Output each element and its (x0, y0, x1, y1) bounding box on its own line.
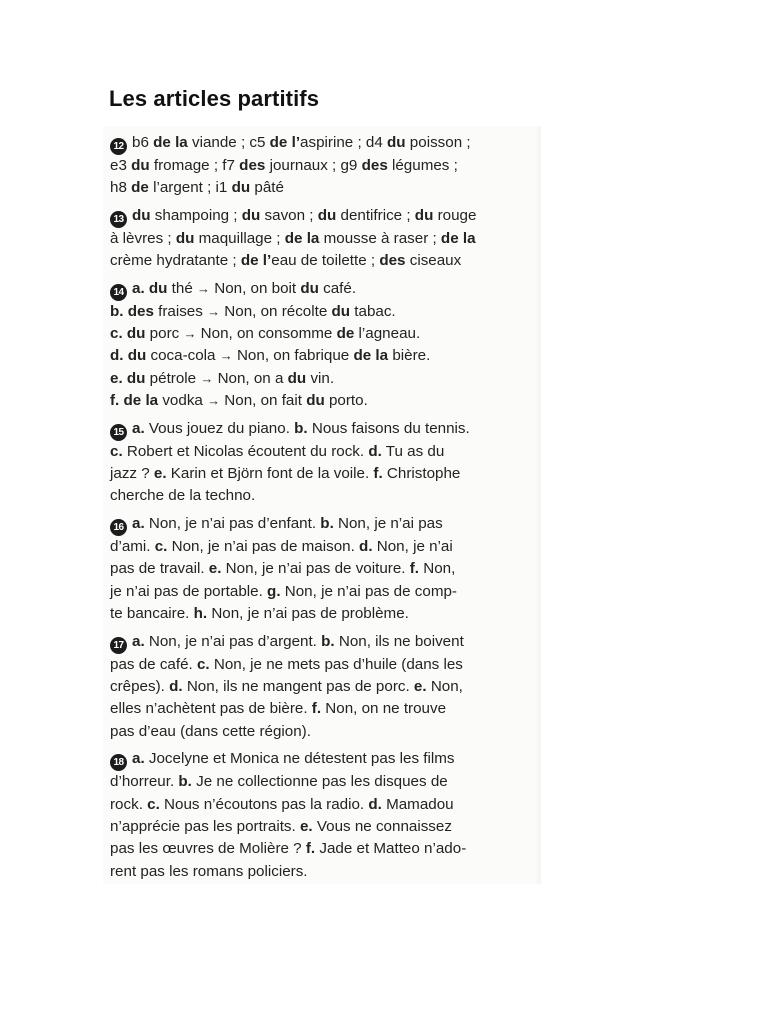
answer-line (110, 861, 532, 883)
answer-line (110, 485, 532, 507)
answer-line (110, 345, 532, 367)
answer-line (110, 558, 532, 580)
answer-text: elles n’achètent pas de bière. (110, 700, 312, 718)
answer-text: c. (110, 442, 123, 460)
answer-text: jazz ? (110, 465, 154, 483)
answer-line (110, 155, 532, 177)
answer-text: viande ; c5 (187, 134, 270, 151)
answer-text: de l’ (240, 252, 272, 270)
answer-line (110, 390, 532, 412)
answer-text: d. (368, 442, 382, 460)
answer-text: pas de café. (110, 655, 197, 673)
answer-text: Christophe (382, 465, 461, 483)
answer-key-scan (103, 126, 541, 884)
answer-text: du (331, 302, 351, 320)
answer-text: légumes ; (387, 157, 458, 174)
answer-text: journaux ; g9 (265, 157, 362, 174)
answer-text: a. (132, 514, 145, 532)
answer-text: Non, je n’ai (372, 537, 453, 555)
answer-text: porto. (324, 392, 368, 410)
answer-text: b. (294, 419, 308, 437)
exercise-number-icon: 12 (110, 138, 127, 155)
answer-text: du (132, 206, 151, 224)
answer-text: vin. (306, 369, 335, 387)
answer-line (110, 301, 532, 323)
answer-line (110, 278, 532, 301)
answer-text: aspirine ; d4 (300, 134, 388, 151)
scan-edge-shadow (535, 126, 541, 884)
answer-text: Non, je n’ai pas d’enfant. (144, 514, 321, 532)
answer-text: Non, ils ne mangent pas de porc. (182, 677, 414, 695)
answer-text: c. (154, 537, 168, 555)
answer-text: b. des (110, 302, 154, 320)
answer-text: f. (311, 700, 322, 718)
answer-text: rouge (433, 206, 477, 224)
answer-line (110, 748, 532, 771)
answer-text: crêpes). (110, 677, 170, 695)
answer-line (110, 631, 532, 654)
answer-text: n’apprécie pas les portraits. (110, 817, 300, 835)
exercise-number-icon: 18 (110, 754, 127, 771)
answer-line (110, 816, 532, 838)
exercise-12 (110, 132, 532, 200)
answer-text: du (300, 279, 319, 297)
answer-text: fraises (153, 302, 208, 320)
answer-line (110, 676, 532, 698)
answer-text: je n’ai pas de portable. (110, 582, 268, 600)
answer-text: bière. (388, 347, 431, 365)
answer-text: f. (305, 840, 316, 858)
answer-line (110, 721, 532, 743)
answer-text: Jade et Matteo n’ado- (315, 840, 467, 858)
answer-text: du (231, 179, 251, 197)
answer-text: a. (132, 419, 145, 437)
answer-text: du (287, 369, 307, 387)
answer-text: du (414, 206, 434, 224)
answer-text: des (379, 252, 406, 270)
answer-line (110, 418, 532, 441)
answer-text: de (336, 325, 355, 343)
answer-text: l’agneau. (354, 325, 421, 343)
answer-text: rock. (110, 795, 148, 813)
answer-text: c. (147, 795, 160, 813)
answer-text: Non, je n’ai pas de voiture. (221, 560, 410, 578)
answer-text: b. (321, 632, 335, 650)
answer-text: b. (320, 514, 334, 532)
answer-line (110, 228, 532, 250)
answer-text: maquillage ; (194, 229, 285, 247)
answer-line (110, 132, 532, 155)
answer-text: Non, ils ne boivent (334, 632, 464, 650)
exercise-number-icon: 13 (110, 211, 127, 228)
exercise-17 (110, 631, 532, 744)
answer-text: pâté (250, 179, 284, 197)
answer-text: à lèvres ; (110, 229, 176, 247)
answer-line (110, 463, 532, 485)
page-title: Les articles partitifs (109, 86, 320, 111)
answer-text: Non, (426, 677, 463, 695)
answer-text: de la (440, 229, 476, 247)
answer-text: thé (167, 279, 198, 297)
answer-line (110, 177, 532, 199)
answer-text: Non, on ne trouve (321, 700, 447, 718)
answer-text: Non, je n’ai pas de maison. (167, 537, 360, 555)
answer-text: porc (145, 325, 184, 343)
answer-text: du (175, 229, 195, 247)
answer-text: mousse à raser ; (319, 229, 441, 247)
answer-text: Non, je n’ai pas de problème. (207, 605, 409, 623)
answer-text: d’horreur. (110, 773, 179, 791)
answer-text: e3 (110, 157, 132, 174)
answer-text: b. (178, 773, 192, 791)
answer-text: de l’ (269, 134, 301, 151)
answer-line (110, 536, 532, 558)
answer-text: Tu as du (381, 442, 445, 460)
answer-line (110, 513, 532, 536)
answer-text: d. du (110, 347, 147, 365)
answer-text: des (239, 157, 266, 174)
answer-text: g. (267, 582, 281, 600)
answer-line (110, 794, 532, 816)
answer-text: du (306, 392, 325, 410)
answer-text: pas de travail. (110, 560, 209, 578)
answer-line (110, 698, 532, 720)
answer-text: rent pas les romans policiers. (110, 862, 308, 880)
exercise-15 (110, 418, 532, 508)
answer-text: Robert et Nicolas écoutent du rock. (122, 442, 369, 460)
answer-line (110, 603, 532, 625)
answer-text: cherche de la techno. (110, 487, 256, 505)
answer-text: Non, on récolte (220, 302, 332, 320)
answer-line (110, 250, 532, 272)
answer-text: e. (208, 560, 222, 578)
arrow-icon: → (207, 393, 221, 409)
answer-text: du (317, 206, 337, 224)
answer-text: café. (318, 279, 357, 297)
answer-line (110, 323, 532, 345)
answer-text: Non, je ne mets pas d’huile (dans les (209, 655, 463, 673)
arrow-icon: → (200, 370, 214, 386)
answer-text: c. (196, 655, 210, 673)
answer-text: Non, on a (213, 369, 288, 387)
exercise-number-icon: 17 (110, 637, 127, 654)
answer-text: coca-cola (146, 347, 220, 365)
answer-text: b6 (132, 134, 154, 151)
exercise-16 (110, 513, 532, 626)
answer-text: h. (193, 605, 208, 623)
answer-text: e. (413, 677, 427, 695)
answer-text: Non, (419, 560, 456, 578)
exercise-18 (110, 748, 532, 883)
answer-text: Non, on fabrique (232, 347, 354, 365)
answer-text: f. (409, 560, 419, 578)
answer-text: ciseaux (405, 252, 462, 270)
answer-text: shampoing ; (150, 206, 242, 224)
answer-text: d. (368, 795, 382, 813)
answer-text: e. du (110, 369, 146, 387)
answer-text: Mamadou (381, 795, 454, 813)
answer-text: eau de toilette ; (271, 252, 380, 270)
answer-text: du (241, 206, 261, 224)
answer-text: Non, je n’ai pas (333, 514, 443, 532)
answer-text: de la (353, 347, 389, 365)
answer-line (110, 581, 532, 603)
answer-text: a. (132, 632, 145, 650)
answer-text: dentifrice ; (336, 206, 415, 224)
answer-line (110, 838, 532, 860)
answer-text: f. de la (110, 392, 159, 410)
arrow-icon: → (183, 326, 197, 342)
answer-text: pas d’eau (dans cette région). (110, 722, 311, 740)
arrow-icon: → (207, 303, 221, 319)
exercise-14 (110, 278, 532, 413)
answer-line (110, 441, 532, 463)
answer-line (110, 368, 532, 390)
answer-text: pas les œuvres de Molière ? (110, 840, 306, 858)
answer-text: Non, je n’ai pas d’argent. (144, 632, 322, 650)
answer-text: e. (299, 817, 313, 835)
answer-text: de (131, 179, 149, 197)
answer-text: Non, je n’ai pas de comp- (280, 582, 457, 600)
answer-line (110, 205, 532, 228)
answer-text: Vous ne connaissez (312, 817, 452, 835)
exercise-list (110, 132, 532, 888)
answer-text: Non, on consomme (196, 325, 337, 343)
arrow-icon: → (219, 348, 233, 364)
answer-text: des (361, 157, 388, 174)
answer-text: Je ne collectionne pas les disques de (191, 773, 448, 791)
answer-text: d. (169, 677, 183, 695)
answer-text: vodka (158, 392, 208, 410)
exercise-13 (110, 205, 532, 273)
answer-text: Nous n’écoutons pas la radio. (159, 795, 369, 813)
answer-text: savon ; (260, 206, 318, 224)
answer-text: d’ami. (110, 537, 155, 555)
answer-text: Non, on boit (210, 279, 301, 297)
answer-text: du (131, 157, 150, 174)
answer-text: h8 (110, 179, 132, 197)
answer-text: e. (153, 465, 167, 483)
answer-text: l’argent ; i1 (148, 179, 232, 197)
answer-text: te bancaire. (110, 605, 194, 623)
answer-text: du (387, 134, 406, 151)
answer-line (110, 771, 532, 793)
answer-text: Jocelyne et Monica ne détestent pas les films (144, 750, 455, 768)
answer-text: a. (132, 750, 145, 768)
answer-text: Vous jouez du piano. (144, 419, 295, 437)
answer-line (110, 654, 532, 676)
exercise-number-icon: 16 (110, 519, 127, 536)
arrow-icon: → (197, 280, 211, 296)
answer-text: f. (373, 465, 383, 483)
answer-text: tabac. (350, 302, 396, 320)
answer-text: pétrole (145, 369, 201, 387)
answer-text: de la (284, 229, 320, 247)
answer-text: c. du (110, 325, 146, 343)
exercise-number-icon: 15 (110, 424, 127, 441)
answer-text: Non, on fait (220, 392, 307, 410)
answer-text: de la (153, 134, 188, 151)
answer-text: a. du (132, 279, 168, 297)
answer-text: poisson ; (405, 134, 471, 151)
answer-text: Karin et Björn font de la voile. (166, 465, 374, 483)
answer-text: Nous faisons du tennis. (307, 419, 470, 437)
answer-text: d. (359, 537, 373, 555)
answer-text: fromage ; f7 (149, 157, 240, 174)
exercise-number-icon: 14 (110, 284, 127, 301)
answer-text: crème hydratante ; (110, 252, 241, 270)
